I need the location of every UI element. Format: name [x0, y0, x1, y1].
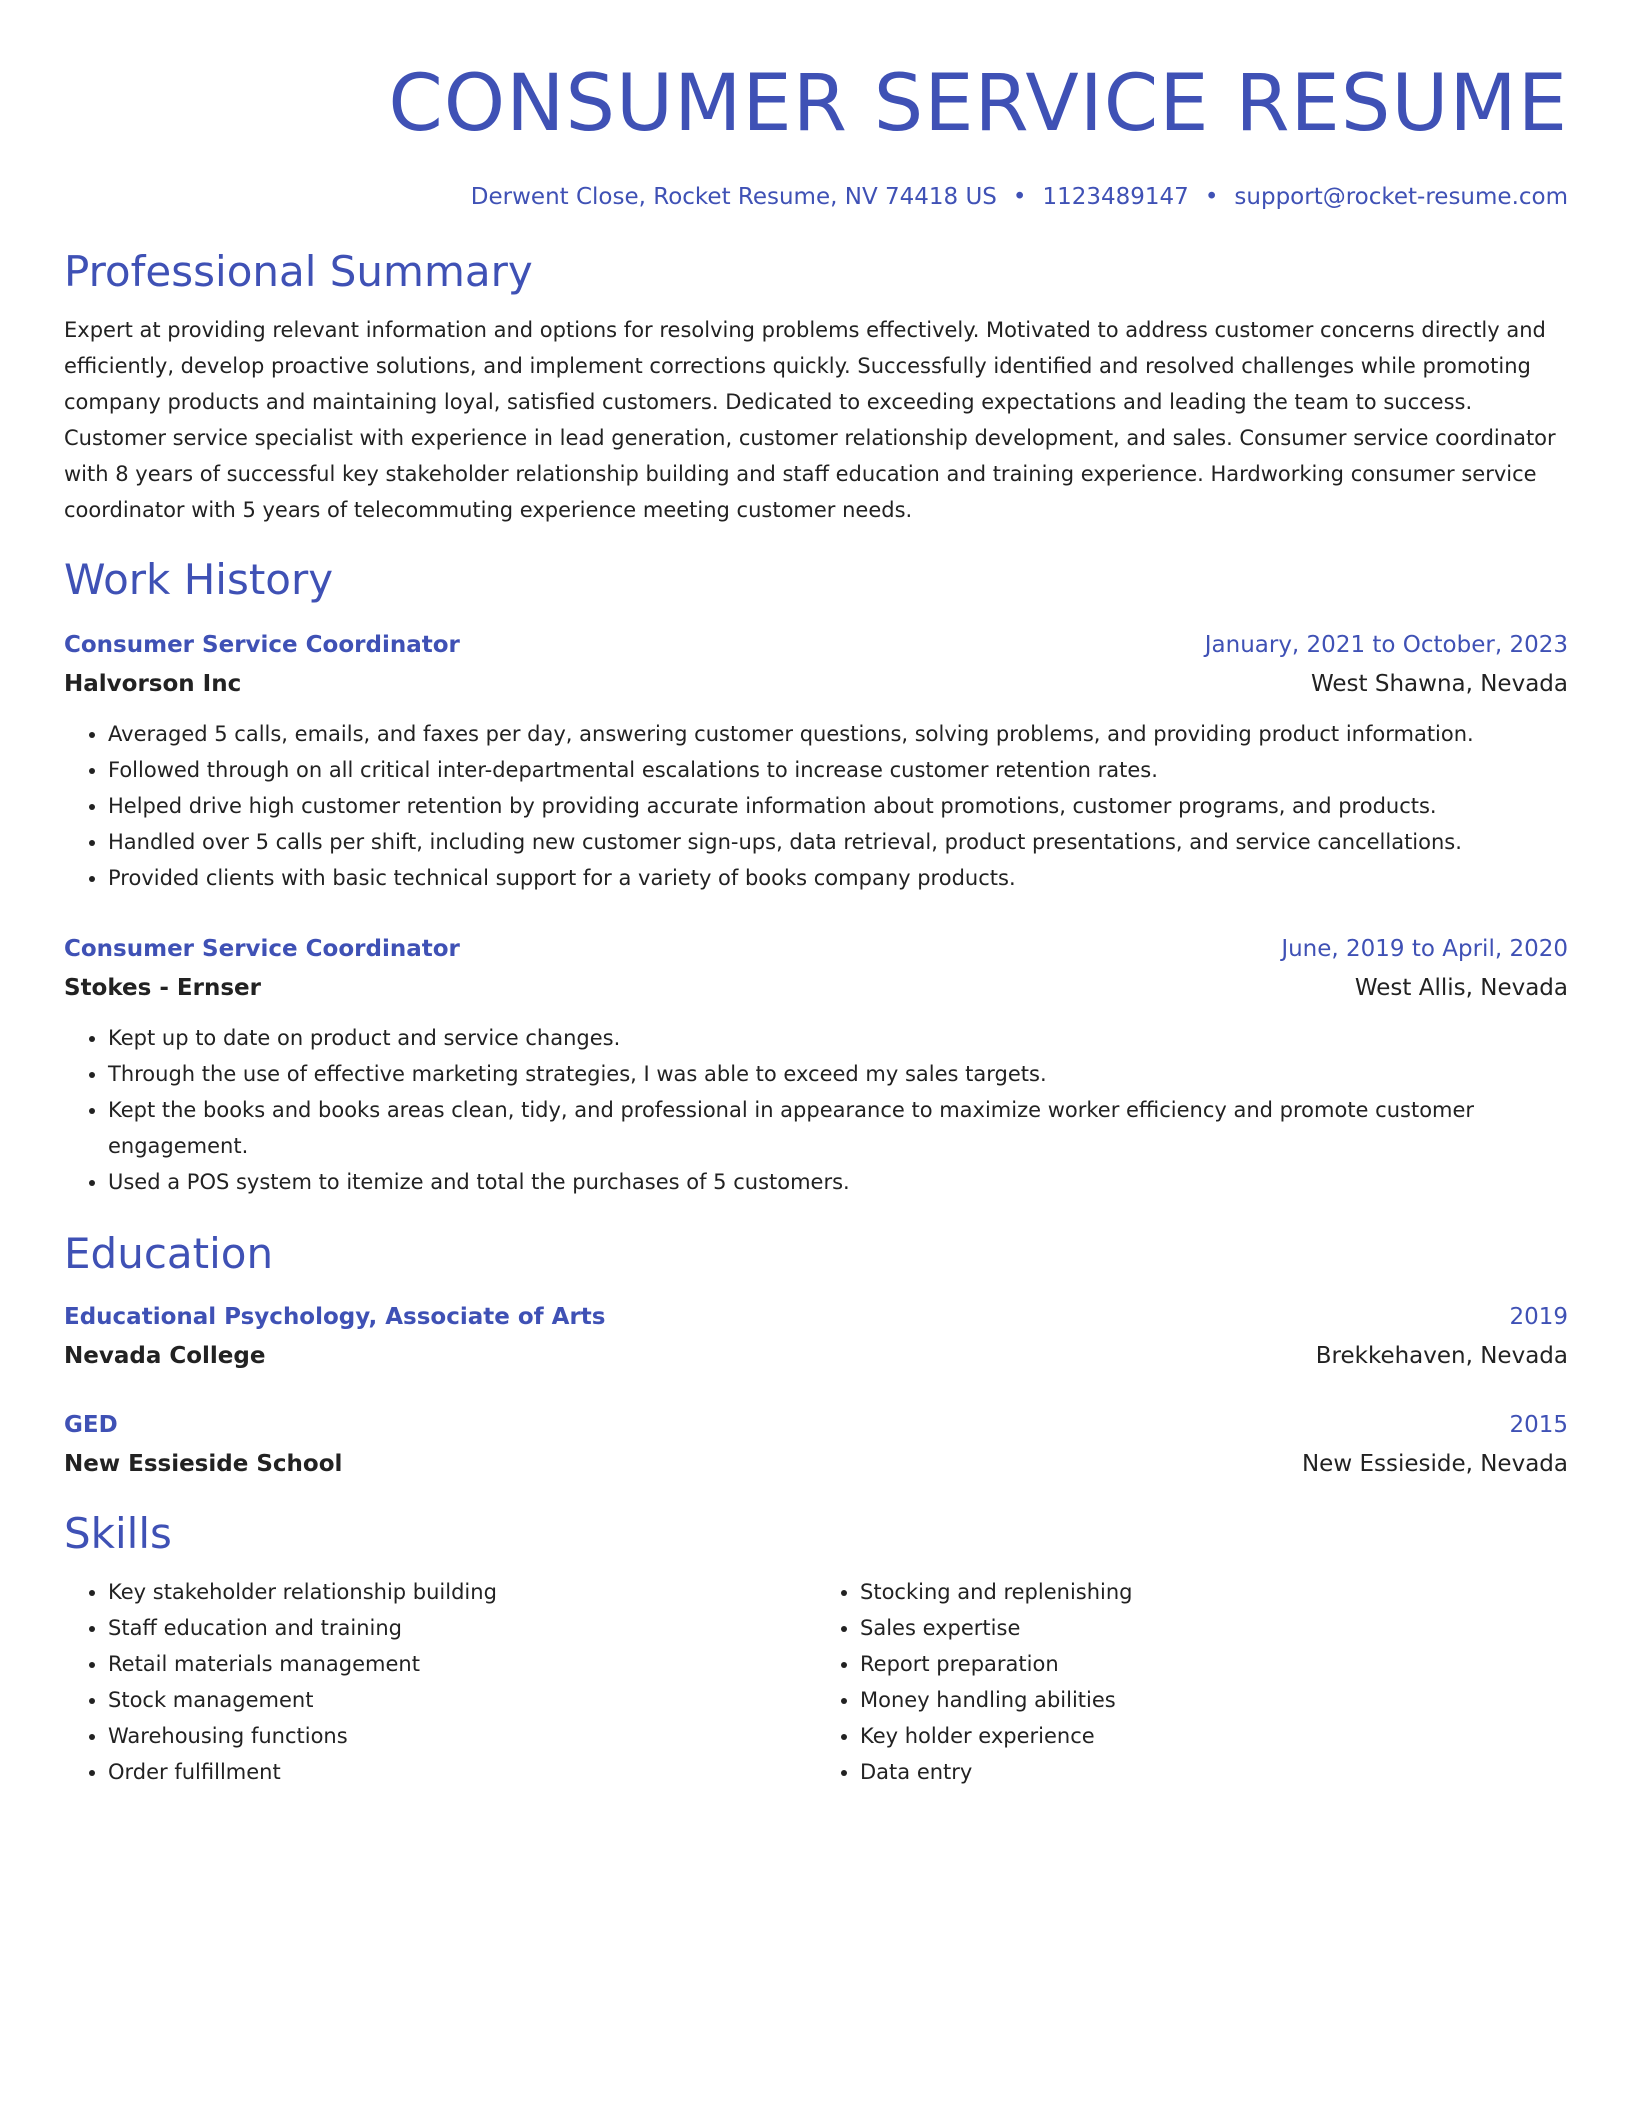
skill-item: • Order fulfillment: [108, 1754, 816, 1790]
skill-item: • Retail materials management: [108, 1646, 816, 1682]
job-company: Stokes - Ernser: [64, 975, 261, 1001]
job-title: Consumer Service Coordinator: [64, 936, 460, 962]
summary-text: Expert at providing relevant information and options for resolving problems effectively. Motivated to address customer concerns directly and efficiently, develop proactive solutions, and implement corrections quickly. Successfully identified and resolved challenges while promoting company products and maintaining loyal, satisfied customers. Dedicated to exceeding expectations and leading the team to success. Customer service specialist with experience in lead generation, customer relationship development, and sales. Consumer service coordinator with 8 years of successful key stakeholder relationship building and staff education and training experience. Hardworking consumer service coordinator with 5 years of telecommuting experience meeting customer needs.: [64, 318, 1556, 522]
contact-phone: 1123489147: [1042, 184, 1189, 210]
education-year: 2015: [1509, 1412, 1568, 1438]
contact-line: [64, 182, 1568, 212]
skill-item: • Report preparation: [860, 1646, 1568, 1682]
skill-item: • Key holder experience: [860, 1718, 1568, 1754]
contact-separator: •: [1204, 184, 1219, 210]
skill-item: • Stock management: [108, 1682, 816, 1718]
job-bullet: • Kept up to date on product and service changes.: [108, 1020, 1568, 1056]
skills-heading: Skills: [64, 1509, 172, 1558]
job-bullet: • Provided clients with basic technical support for a variety of books company products.: [108, 860, 1568, 896]
job-bullet: • Averaged 5 calls, emails, and faxes per day, answering customer questions, solving problems, and providing product information.: [108, 716, 1568, 752]
job-bullets: [64, 716, 1568, 896]
skills-column-right: [816, 1574, 1568, 1790]
contact-email[interactable]: support@rocket-resume.com: [1234, 184, 1568, 210]
skills-column-left: [64, 1574, 816, 1790]
job-bullet: • Handled over 5 calls per shift, including new customer sign-ups, data retrieval, product presentations, and service cancellations.: [108, 824, 1568, 860]
job-title: Consumer Service Coordinator: [64, 632, 460, 658]
skills-grid: [64, 1574, 1568, 1790]
skills-section: [64, 1508, 1568, 1790]
job-bullet: • Through the use of effective marketing strategies, I was able to exceed my sales targets.: [108, 1056, 1568, 1092]
education-location: New Essieside, Nevada: [1301, 1451, 1568, 1477]
job-bullet: • Kept the books and books areas clean, tidy, and professional in appearance to maximize worker efficiency and promote customer engagement.: [108, 1092, 1568, 1164]
summary-heading: Professional Summary: [64, 247, 533, 296]
education-year: 2019: [1509, 1304, 1568, 1330]
skill-item: • Sales expertise: [860, 1610, 1568, 1646]
resume-header: [64, 0, 1568, 212]
education-location: Brekkehaven, Nevada: [1315, 1343, 1568, 1369]
job-bullet: • Helped drive high customer retention by providing accurate information about promotions, customer programs, and products.: [108, 788, 1568, 824]
education-heading: Education: [64, 1229, 274, 1278]
work-history-section: [64, 554, 1568, 1200]
work-history-heading: Work History: [64, 555, 334, 604]
education-degree: GED: [64, 1412, 118, 1438]
job-location: West Allis, Nevada: [1354, 975, 1568, 1001]
summary-section: [64, 246, 1568, 528]
resume-title: CONSUMER SERVICE RESUME: [388, 59, 1568, 149]
job-company: Halvorson Inc: [64, 671, 242, 697]
job-entry: [64, 930, 1568, 1200]
skill-item: • Warehousing functions: [108, 1718, 816, 1754]
job-dates: January, 2021 to October, 2023: [1204, 632, 1568, 658]
skill-item: • Data entry: [860, 1754, 1568, 1790]
education-school: Nevada College: [64, 1343, 266, 1369]
job-bullet: • Used a POS system to itemize and total the purchases of 5 customers.: [108, 1164, 1568, 1200]
contact-address: Derwent Close, Rocket Resume, NV 74418 US: [470, 184, 997, 210]
skill-item: • Stocking and replenishing: [860, 1574, 1568, 1610]
contact-separator: •: [1012, 184, 1027, 210]
education-entry: [64, 1298, 1568, 1376]
job-bullet: • Followed through on all critical inter-departmental escalations to increase customer retention rates.: [108, 752, 1568, 788]
skill-item: • Key stakeholder relationship building: [108, 1574, 816, 1610]
skill-item: • Staff education and training: [108, 1610, 816, 1646]
skill-item: • Money handling abilities: [860, 1682, 1568, 1718]
education-school: New Essieside School: [64, 1451, 343, 1477]
education-section: [64, 1228, 1568, 1484]
job-bullets: [64, 1020, 1568, 1200]
education-entry: [64, 1406, 1568, 1484]
education-degree: Educational Psychology, Associate of Arts: [64, 1304, 606, 1330]
job-entry: [64, 626, 1568, 896]
job-dates: June, 2019 to April, 2020: [1281, 936, 1568, 962]
job-location: West Shawna, Nevada: [1311, 671, 1568, 697]
